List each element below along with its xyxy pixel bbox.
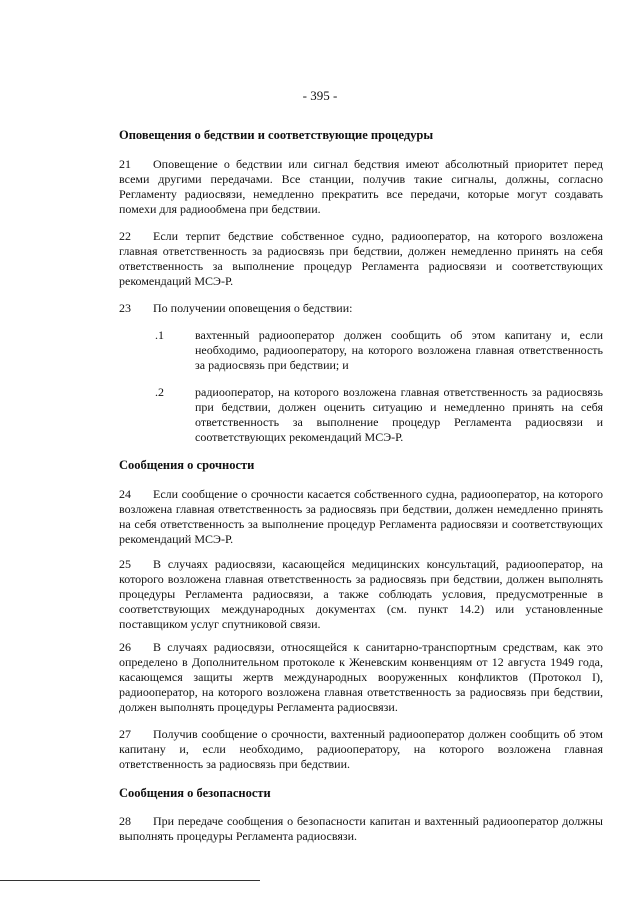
paragraph-text: При передаче сообщения о безопасности капитан и вахтенный радиооператор должны выполнять процедуры Регламента радиосвязи. (119, 814, 603, 843)
paragraph-text: В случаях радиосвязи, относящейся к санитарно-транспортным средствам, как это определено в Дополнительном протоколе к Женевским конвенциям от 12 августа 1949 года, касающемся защиты жертв международных вооруженных конфликтов (Протокол I), радиооператор, на которого возложена главная ответственность за радиосвязь при бедствии, должен выполнять процедуры Регламента радиосвязи. (119, 640, 603, 714)
paragraph-text: Оповещение о бедствии или сигнал бедствия имеют абсолютный приоритет перед всеми другими передачами. Все станции, получив такие сигналы, должны, согласно Регламенту радиосвязи, немедленно прекратить все передачи, которые могут создавать помехи для радиообмена при бедствии. (119, 157, 603, 216)
paragraph-text: Получив сообщение о срочности, вахтенный радиооператор должен сообщить об этом капитану и, если необходимо, радиооператору, на которого возложена главная ответственность за радиосвязь при бедствии. (119, 727, 603, 771)
paragraph-number: 28 (119, 814, 131, 828)
paragraph-26 (119, 640, 603, 715)
paragraph-number: 26 (119, 640, 131, 654)
subitem-text: радиооператор, на которого возложена главная ответственность за радиосвязь при бедствии, должен оценить ситуацию и немедленно принять на себя ответственность за выполнение процедур Регламента радиосвязи и соответствующих рекомендаций МСЭ-Р. (195, 385, 603, 444)
paragraph-21 (119, 157, 603, 217)
section-heading-safety: Сообщения о безопасности (119, 786, 271, 800)
paragraph-text: Если сообщение о срочности касается собственного судна, радиооператор, на которого возложена главная ответственность за радиосвязь при бедствии, должен немедленно принять на себя ответственность за выполнение процедур Регламента радиосвязи и соответствующих рекомендаций МСЭ-Р. (119, 487, 603, 546)
paragraph-number: 22 (119, 229, 131, 243)
subitem-marker: .1 (155, 328, 164, 342)
paragraph-23 (119, 301, 603, 316)
paragraph-text: В случаях радиосвязи, касающейся медицинских консультаций, радиооператор, на которого возложена главная ответственность за радиосвязь при бедствии, должен выполнять процедуры Регламента радиосвязи, а также соблюдать условия, предусмотренные в соответствующих международных документах (см. пункт 14.2) или установленные поставщиком услуг спутниковой связи. (119, 557, 603, 631)
paragraph-number: 27 (119, 727, 131, 741)
paragraph-text: Если терпит бедствие собственное судно, радиооператор, на которого возложена главная ответственность за радиосвязь при бедствии, должен немедленно принять на себя ответственность за выполнение процедур Регламента радиосвязи и соответствующих рекомендаций МСЭ-Р. (119, 229, 603, 288)
section-heading-urgency: Сообщения о срочности (119, 458, 255, 472)
section-heading-distress: Оповещения о бедствии и соответствующие процедуры (119, 128, 434, 142)
paragraph-text: По получении оповещения о бедствии: (153, 301, 353, 315)
subitem-text: вахтенный радиооператор должен сообщить об этом капитану и, если необходимо, радиооператору, на которого возложена главная ответственность за радиосвязь при бедствии; и (195, 328, 603, 372)
footer-divider (0, 880, 260, 881)
paragraph-number: 23 (119, 301, 131, 315)
paragraph-number: 24 (119, 487, 131, 501)
paragraph-number: 25 (119, 557, 131, 571)
paragraph-24 (119, 487, 603, 547)
page-number: - 395 - (302, 88, 338, 103)
subitem-1 (119, 328, 603, 373)
subitem-marker: .2 (155, 385, 164, 399)
paragraph-number: 21 (119, 157, 131, 171)
subitem-2 (119, 385, 603, 445)
paragraph-25 (119, 557, 603, 632)
paragraph-27 (119, 727, 603, 772)
paragraph-22 (119, 229, 603, 289)
paragraph-28 (119, 814, 603, 844)
